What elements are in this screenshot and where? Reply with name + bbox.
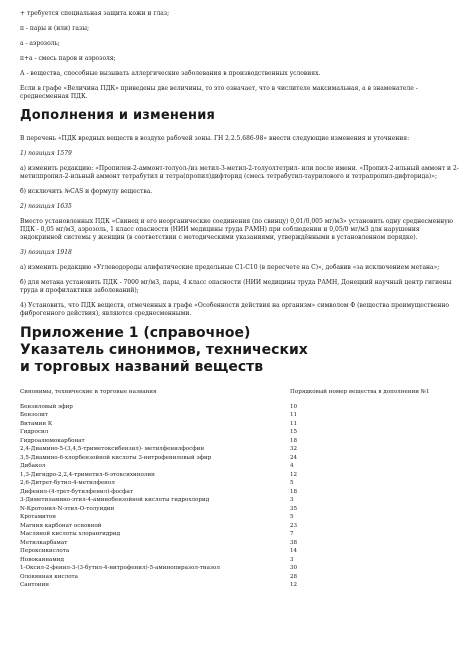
substance-number: 5 — [290, 480, 294, 486]
substance-number: 5 — [290, 514, 294, 520]
table-row — [20, 437, 450, 446]
synonym-name: Кротамитон — [20, 514, 56, 520]
legend-line: А - вещества, способные вызывать аллергические заболевания в производственных условиях. — [20, 70, 321, 77]
table-row — [20, 564, 450, 573]
table-row — [20, 403, 450, 412]
synonym-name: Магния карбонат основной — [20, 522, 102, 529]
table-row — [20, 411, 450, 420]
table-row — [20, 539, 450, 548]
substance-number: 35 — [290, 505, 298, 512]
synonym-name: Пероксикислота — [20, 548, 70, 554]
appendix-heading — [20, 325, 460, 376]
table-row — [20, 488, 450, 497]
table-row — [20, 428, 450, 437]
substance-number: 4 — [290, 463, 294, 469]
additions-heading: Дополнения и изменения — [20, 108, 216, 123]
table-row — [20, 530, 450, 539]
substance-number: 7 — [290, 531, 294, 537]
synonym-name: Бензиловый эфир — [20, 403, 73, 410]
appendix-title-line: Приложение 1 (справочное) — [20, 325, 251, 341]
synonym-name: 2,6-Дитрет-бутил-4-метилфенол — [20, 480, 115, 486]
intro-section — [20, 10, 460, 101]
legend-line: + требуется специальная защита кожи и глаз; — [20, 10, 170, 17]
synonym-name: 1,3-Дигидро-2,2,4-триметил-6-этоксихинолин — [20, 471, 155, 478]
table-row — [20, 505, 450, 514]
amendment-paragraph: 4) Установить, что ПДК веществ, отмеченных в графе «Особенности действия на организм» символом Ф (вещества преимущественно фиброгенного действия), являются среднесменными. — [20, 302, 450, 317]
table-row — [20, 454, 450, 463]
amendment-paragraph: Вместо установленных ПДК «Свинец и его неорганические соединения (по свинцу) 0,01/0,005 мг/м3» установить одну среднесменную ПДК - 0,05 мг/м3, аэрозоль, 1 класс опасности (НИИ медицины труда РАМН) при соблюдении и 0,05/0 мг/м3 для нарушения эндокринной системы у женщин (в соответствии с методическими указаниями, утверждёнными в установленном порядке). — [20, 218, 453, 241]
item-number: 2) позиция 1635 — [20, 203, 72, 210]
substance-number: 3 — [290, 497, 294, 503]
table-row — [20, 556, 450, 565]
synonym-name: Масляной кислоты хлорангидрид — [20, 531, 121, 537]
synonym-name: 2,4-Диамино-5-(3,4,5-триметоксибензил)- метилфенилфосфин — [20, 446, 205, 452]
additions-lead: В перечень «ПДК вредных веществ в воздухе рабочей зоны. ГН 2.2.5.686-98» внести следующие изменения и уточнения: — [20, 135, 410, 142]
table-row — [20, 479, 450, 488]
synonym-name: Гидроалюмокарбонат — [20, 437, 85, 444]
column-header-number: Порядковый номер вещества в дополнении №1 — [290, 389, 430, 395]
legend-line: п - пары и (или) газы; — [20, 25, 90, 32]
substance-number: 3 — [290, 556, 294, 563]
synonym-name: Дифенил-(4-трет-бутилфенил)-фосфат — [20, 488, 133, 495]
synonyms-table — [20, 388, 450, 590]
appendix-title-line: Указатель синонимов, технических — [20, 342, 308, 358]
synonym-name: Оловянная кислота — [20, 573, 78, 580]
document-page — [20, 10, 460, 590]
table-row — [20, 581, 450, 590]
synonym-name: Витамин К — [20, 420, 53, 427]
substance-number: 14 — [290, 548, 298, 554]
table-row — [20, 496, 450, 505]
substance-number: 23 — [290, 522, 298, 529]
substance-number: 11 — [290, 412, 298, 418]
substance-number: 28 — [290, 573, 298, 580]
substance-number: 24 — [290, 454, 298, 461]
table-row — [20, 547, 450, 556]
substance-number: 38 — [290, 539, 298, 546]
synonym-name: Метилкарбамат — [20, 539, 68, 546]
synonym-name: Новокаинамид — [20, 556, 64, 563]
substance-number: 12 — [290, 471, 298, 478]
substance-number: 11 — [290, 420, 298, 427]
amendment-paragraph: б) для метана установить ПДК - 7000 мг/м3, пары, 4 класс опасности (НИИ медицины труда РАМН, Донецкий научный центр гигиены труда и профилактики заболеваний); — [20, 279, 452, 294]
synonym-name: 3,5-Диамино-6-хлорбензойной кислоты 3-нитрофениловый эфир — [20, 454, 212, 461]
synonym-name: Сантонин — [20, 582, 49, 588]
substance-number: 30 — [290, 565, 298, 571]
substance-number: 18 — [290, 437, 298, 444]
note-paragraph: Если в графе «Величина ПДК» приведены две величины, то это означает, что в числителе максимальная, а в знаменателе - среднесменная ПДК. — [20, 85, 418, 100]
synonym-name: Дибакол — [20, 463, 46, 469]
table-row — [20, 471, 450, 480]
substance-number: 10 — [290, 403, 298, 410]
column-header-name: Синонимы, технические и торговые названия — [20, 389, 157, 395]
item-number: 1) позиция 1579 — [20, 150, 72, 157]
table-row — [20, 445, 450, 454]
appendix-title-line: и торговых названий веществ — [20, 359, 264, 375]
additions-list — [20, 150, 460, 318]
synonym-name: N-Кротонил-N-этил-O-толуидин — [20, 505, 115, 512]
table-row — [20, 513, 450, 522]
legend-line: а - аэрозоль; — [20, 40, 60, 47]
table-header-row — [20, 388, 450, 403]
amendment-paragraph: а) изменить редакцию: «Пропилен-2-аммонт-толуол-/из метил-3-метил-2-толуолтетрил- или после имени. «Пропил-2-ильный аммонт и 2-метилпропил-2-ильный аммонт тетрабутил и тетра(пропил)дифторид (смесь тетрабутил-таурилового и тетрапропил-дифторида)»; — [20, 165, 459, 180]
item-number: 3) позиция 1918 — [20, 249, 72, 256]
table-row — [20, 462, 450, 471]
synonym-name: Гидросил — [20, 429, 49, 435]
substance-number: 18 — [290, 488, 298, 495]
synonym-name: 1-Оксил-2-фенил-3-(3-бутил-4-нитрофенил)-5-аминопиразол-тиазол — [20, 565, 220, 571]
substance-number: 32 — [290, 446, 298, 452]
substance-number: 15 — [290, 429, 298, 435]
synonym-name: Бензолит — [20, 412, 48, 418]
table-row — [20, 573, 450, 582]
table-row — [20, 522, 450, 531]
legend-line: п+а - смесь паров и аэрозоля; — [20, 55, 116, 62]
table-row — [20, 420, 450, 429]
amendment-paragraph: а) изменить редакцию «Углеводороды алифатические предельные С1-С10 (в пересчете на С)», добавив «за исключением метана»; — [20, 264, 440, 271]
substance-number: 12 — [290, 582, 298, 588]
synonym-name: 3-Диметиламино-этил-4-аминобензойной кислоты гидрохлорид — [20, 497, 210, 503]
amendment-paragraph: б) исключить №CAS и формулу вещества. — [20, 188, 153, 195]
